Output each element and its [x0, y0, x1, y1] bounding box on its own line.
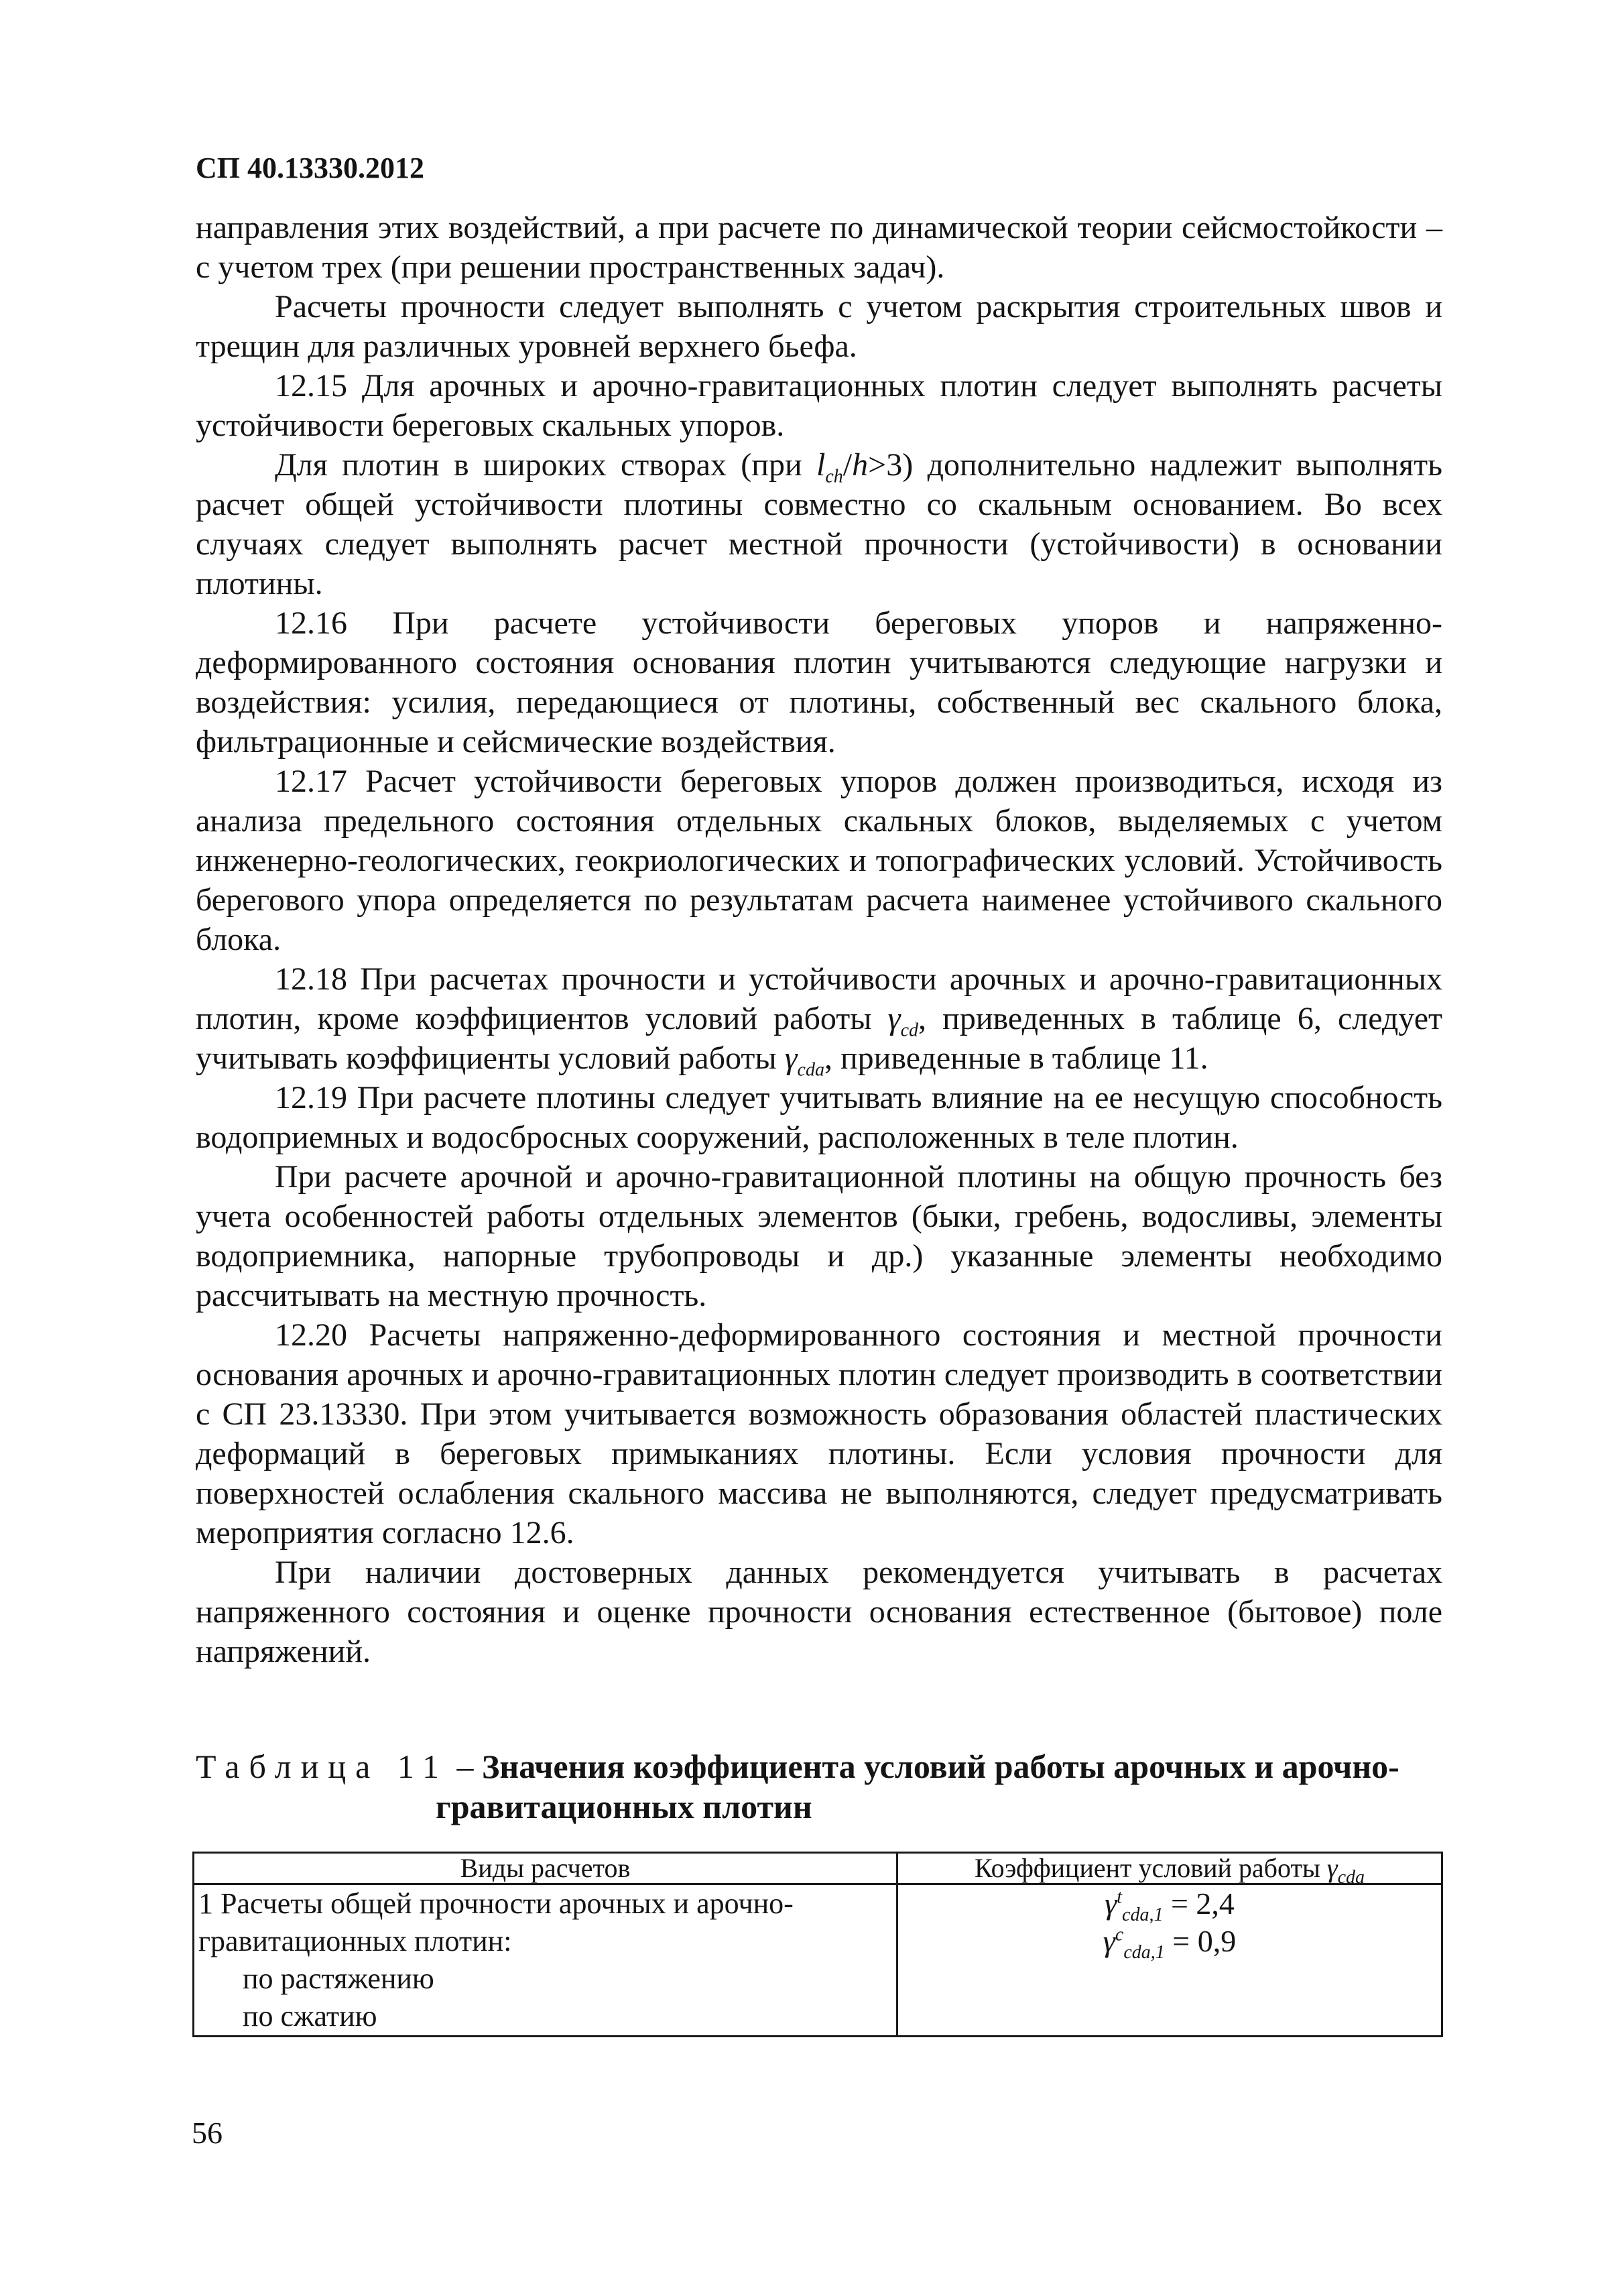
row1-tension: по растяжению	[243, 1962, 434, 1995]
row1-line1: 1 Расчеты общей прочности арочных и арочно-	[198, 1887, 794, 1920]
paragraph-12-16: 12.16 При расчете устойчивости береговых упоров и напряженно-деформированного состояния основания плотин учитываются следующие нагрузки и воздействия: усилия, передающиеся от плотины, собственный вес скального блока, фильтрационные и сейсмические воздействия.	[196, 605, 1442, 760]
value2-sup: c	[1115, 1924, 1124, 1945]
paragraph-continuation: направления этих воздействий, а при расчете по динамической теории сейсмостойкости – с учетом трех (при решении пространственных задач).	[196, 210, 1442, 285]
value2-sub: cda,1	[1123, 1942, 1165, 1963]
paragraph-strength-calc: Расчеты прочности следует выполнять с учетом раскрытия строительных швов и трещин для различных уровней верхнего бьефа.	[196, 289, 1442, 364]
value-tension	[902, 1885, 1437, 1926]
value2-gamma: γ	[1103, 1924, 1115, 1958]
table-header-row	[194, 1853, 1442, 1884]
slash: /	[843, 447, 853, 483]
var-h: h	[852, 447, 869, 483]
paragraph-12-17: 12.17 Расчет устойчивости береговых упоров должен производиться, исходя из анализа предельного состояния отдельных скальных блоков, выделяемых с учетом инженерно-геологических, геокриологических и топографических условий. Устойчивость берегового упора определяется по результатам расчета наименее устойчивого скального блока.	[196, 764, 1442, 957]
value1-sub: cda,1	[1122, 1905, 1164, 1926]
paragraph-12-19: 12.19 При расчете плотины следует учитывать влияние на ее несущую способность водоприемных и водосбросных сооружений, расположенных в теле плотин.	[196, 1080, 1442, 1155]
sub-cd: cd	[900, 1020, 919, 1041]
p4-before: Для плотин в широких створах (при	[275, 447, 817, 483]
header-sub-cda: cda	[1337, 1867, 1365, 1888]
gamma-cda: γ	[784, 1040, 798, 1076]
value-compression	[902, 1923, 1437, 1963]
table-caption-line1	[196, 1746, 1442, 1787]
p7-before: 12.18 При расчетах прочности и устойчивости арочных и арочно-гравитационных плотин, кроме коэффициентов условий работы	[196, 961, 1442, 1036]
paragraph-12-20: 12.20 Расчеты напряженно-деформированного состояния и местной прочности основания арочных и арочно-гравитационных плотин следует производить в соответствии с СП 23.13330. При этом учитывается возможность образования областей пластических деформаций в береговых примыканиях плотины. Если условия прочности для поверхностей ослабления скального массива не выполняются, следует предусматривать мероприятия согласно 12.6.	[196, 1317, 1442, 1551]
paragraph-12-15: 12.15 Для арочных и арочно-гравитационных плотин следует выполнять расчеты устойчивости береговых скальных упоров.	[196, 368, 1442, 443]
header-coef-text: Коэффициент условий работы	[974, 1853, 1327, 1883]
coefficient-table	[192, 1852, 1443, 2037]
paragraph-local-strength: При расчете арочной и арочно-гравитационной плотины на общую прочность без учета особенностей работы отдельных элементов (быки, гребень, водосливы, элементы водоприемника, напорные трубопроводы и др.) указанные элементы необходимо рассчитывать на местную прочность.	[196, 1159, 1442, 1313]
p7-middle: , приведенных в таблице 6, следует учитывать коэффициенты условий работы	[196, 1001, 1442, 1076]
header-kinds: Виды расчетов	[194, 1853, 897, 1884]
value1-gamma: γ	[1105, 1886, 1117, 1921]
sub-ch: ch	[825, 466, 843, 487]
table-title-line2: гравитационных плотин	[436, 1788, 812, 1825]
table-title-line1: Значения коэффициента условий работы арочных и арочно-	[482, 1748, 1399, 1785]
gamma-cd: γ	[887, 1001, 901, 1036]
kinds-cell	[194, 1884, 897, 2037]
paragraph-wide-sections	[196, 445, 1442, 603]
row1-line2: гравитационных плотин:	[198, 1925, 512, 1957]
page-number: 56	[192, 2116, 223, 2150]
header-coefficient	[897, 1853, 1442, 1888]
p7-after: , приведенные в таблице 11.	[824, 1040, 1208, 1076]
header-gamma: γ	[1326, 1853, 1338, 1883]
row1-compression: по сжатию	[243, 2000, 377, 2033]
values-cell	[897, 1884, 1442, 2037]
table-caption-dash: –	[448, 1748, 482, 1785]
paragraph-natural-stress: При наличии достоверных данных рекомендуется учитывать в расчетах напряженного состояния и оценке прочности основания естественное (бытовое) поле напряжений.	[196, 1555, 1442, 1669]
table-label: Таблица 11	[196, 1748, 448, 1785]
document-code: СП 40.13330.2012	[196, 152, 424, 184]
value1-rest: = 2,4	[1163, 1886, 1235, 1921]
value2-rest: = 0,9	[1164, 1924, 1237, 1958]
table-caption	[196, 1746, 1442, 1827]
body-text	[196, 208, 1442, 1671]
paragraph-12-18	[196, 959, 1442, 1081]
var-l: l	[816, 447, 826, 483]
sub-cda: cda	[797, 1059, 824, 1081]
p4-after: >3) дополнительно надлежит выполнять расчет общей устойчивости плотины совместно со скальным основанием. Во всех случаях следует выполнять расчет местной прочности (устойчивости) в основании плотины.	[196, 447, 1443, 601]
value1-sup: t	[1117, 1886, 1123, 1908]
table-row	[194, 1884, 1442, 2037]
